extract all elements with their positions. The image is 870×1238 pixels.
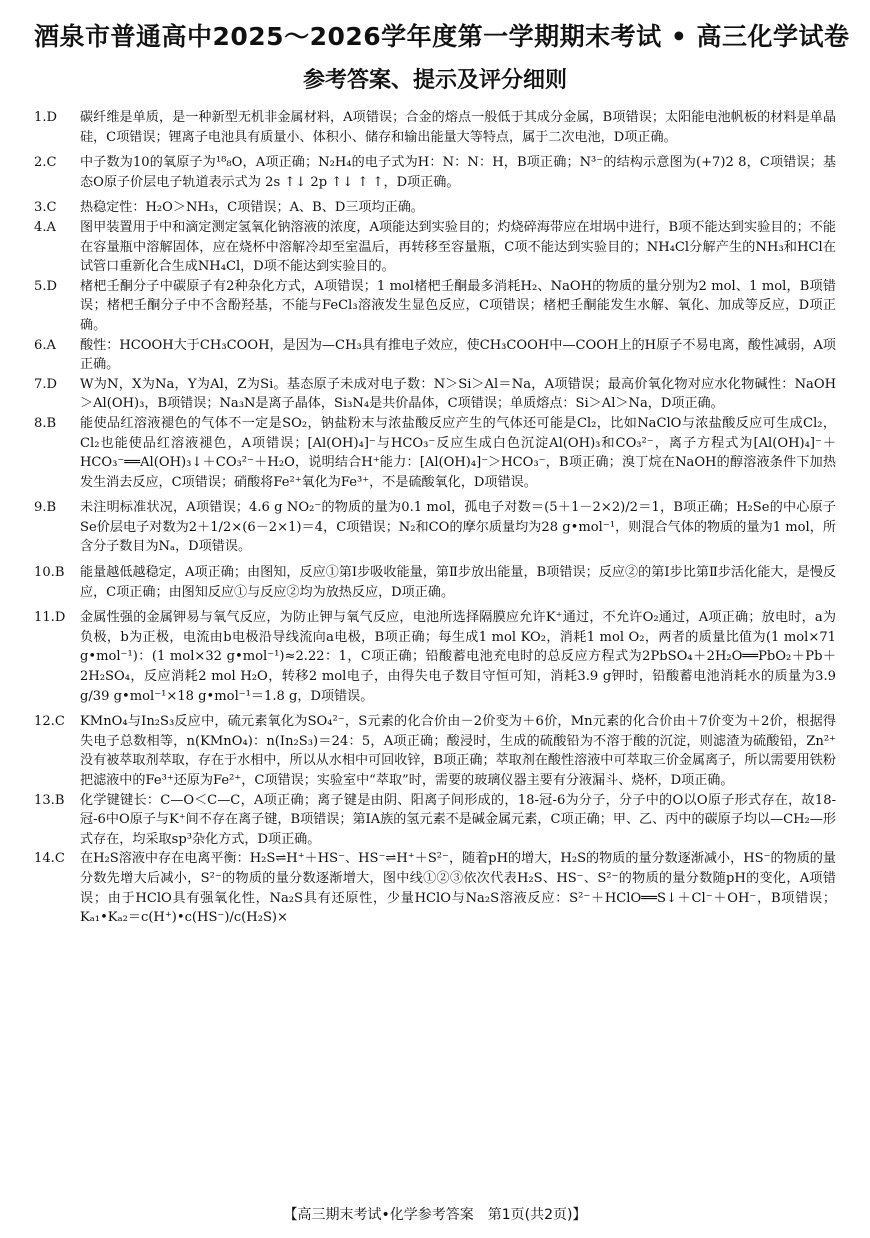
- answer-number: 5.D: [34, 278, 57, 294]
- answer-item-6: [34, 336, 836, 375]
- answer-number: 11.D: [34, 610, 66, 626]
- answer-item-7: [34, 375, 836, 414]
- answer-item-5: [34, 277, 836, 336]
- answer-text: 在H₂S溶液中存在电离平衡：H₂S⇌H⁺＋HS⁻、HS⁻⇌H⁺＋S²⁻，随着pH的增大，H₂S的物质的量分数逐渐减小，HS⁻的物质的量分数先增大后减小，S²⁻的物质的量分数逐渐增大，图中线①②③依次代表H₂S、HS⁻、S²⁻的物质的量分数随pH的变化，A项错误；由于HClO具有强氧化性，Na₂S具有还原性，少量HClO与Na₂S溶液反应：S²⁻＋HClO══S↓＋Cl⁻＋OH⁻，B项错误；Kₐ₁•Kₐ₂＝c(H⁺)•c(HS⁻)/c(H₂S)×: [80, 851, 836, 926]
- page-title: 酒泉市普通高中2025～2026学年度第一学期期末考试 • 高三化学试卷: [34, 22, 850, 51]
- answer-number: 10.B: [34, 565, 65, 581]
- answer-list: [34, 108, 836, 928]
- answer-text: 热稳定性：H₂O＞NH₃，C项错误；A、B、D三项均正确。: [80, 200, 424, 216]
- answer-item-9: [34, 492, 836, 563]
- answer-number: 13.B: [34, 792, 65, 808]
- answer-number: 6.A: [34, 337, 56, 353]
- answer-text: 未注明标准状况，A项错误；4.6 g NO₂⁻的物质的量为0.1 mol，孤电子对数＝(5＋1－2×2)/2＝1，B项正确；H₂Se的中心原子Se价层电子对数为2＋1/2×(6－2×1)＝4，C项错误；N₂和CO的摩尔质量均为28 g•mol⁻¹，则混合气体的物质的量为1 mol，所含分子数目为Nₐ，D项错误。: [80, 500, 836, 555]
- answer-item-10: [34, 563, 836, 602]
- answer-number: 8.B: [34, 415, 57, 431]
- answer-number: 9.B: [34, 500, 57, 516]
- answer-text: 能使品红溶液褪色的气体不一定是SO₂，钠盐粉末与浓盐酸反应产生的气体还可能是Cl₂，比如NaClO与浓盐酸反应可生成Cl₂，Cl₂也能使品红溶液褪色，A项错误；[Al(OH)₄]⁻与HCO₃⁻反应生成白色沉淀Al(OH)₃和CO₃²⁻，离子方程式为[Al(OH)₄]⁻＋HCO₃⁻══Al(OH)₃↓＋CO₃²⁻＋H₂O，说明结合H⁺能力：[Al(OH)₄]⁻＞HCO₃⁻，B项正确；溴丁烷在NaOH的醇溶液条件下加热发生消去反应，C项错误；硝酸将Fe²⁺氧化为Fe³⁺，不是硫酸氧化，D项错误。: [80, 415, 836, 490]
- answer-item-11: [34, 602, 836, 712]
- answer-text: 图甲装置用于中和滴定测定氢氧化钠溶液的浓度，A项能达到实验目的；灼烧碎海带应在坩埚中进行，B项不能达到实验目的；不能在容量瓶中溶解固体，应在烧杯中溶解冷却至室温后，再转移至容量瓶，C项不能达到实验目的；NH₄Cl分解产生的NH₃和HCl在试管口重新化合生成NH₄Cl，D项不能达到实验目的。: [80, 219, 836, 275]
- answer-number: 4.A: [34, 219, 56, 235]
- answer-item-12: [34, 712, 836, 790]
- answer-text: 化学键键长：C—O＜C—C，A项正确；离子键是由阴、阳离子间形成的，18-冠-6为分子，分子中的O以O原子形式存在，故18-冠-6中O原子与K⁺间不存在离子键，B项错误；第ⅠA族的氢元素不是碱金属元素，C项正确；甲、乙、丙中的碳原子均以—CH₂—形式存在，均采取sp³杂化方式，D项正确。: [80, 792, 836, 847]
- answer-item-14: [34, 849, 836, 927]
- answer-text: 碳纤维是单质，是一种新型无机非金属材料，A项错误；合金的熔点一般低于其成分金属，B项错误；太阳能电池帆板的材料是单晶硅，C项错误；锂离子电池具有质量小、体积小、储存和输出能量大等特点，属于二次电池，D项正确。: [80, 110, 836, 145]
- answer-item-3: [34, 198, 836, 218]
- answer-text: KMnO₄与In₂S₃反应中，硫元素氧化为SO₄²⁻，S元素的化合价由－2价变为＋6价，Mn元素的化合价由＋7价变为＋2价，根据得失电子总数相等，n(KMnO₄)：n(In₂S₃)＝24：5，A项正确；酸浸时，生成的硫酸铅为不溶于酸的沉淀，则滤渣为硫酸铅，Zn²⁺没有被萃取剂萃取，存在于水相中，所以从水相中可回收锌，B项正确；萃取剂在酸性溶液中可萃取三价金属离子，所以需要用铁粉把滤液中的Fe³⁺还原为Fe²⁺，C项错误；实验室中“萃取”时，需要的玻璃仪器主要有分液漏斗、烧杯，D项正确。: [80, 714, 836, 788]
- answer-text: 酸性：HCOOH大于CH₃COOH，是因为—CH₃具有推电子效应，使CH₃COOH中—COOH上的H原子不易电离，酸性减弱，A项正确。: [80, 337, 836, 373]
- answer-item-1: [34, 108, 836, 147]
- answer-text: 楮杷壬酮分子中碳原子有2种杂化方式，A项错误；1 mol楮杷壬酮最多消耗H₂、NaOH的物质的量分别为2 mol、1 mol，B项错误；楮杷壬酮分子中不含酚羟基，不能与FeCl₃溶液发生显色反应，C项错误；楮杷壬酮能发生水解、氧化、加成等反应，D项正确。: [80, 278, 836, 333]
- answer-number: 12.C: [34, 714, 65, 730]
- answer-text: 中子数为10的氧原子为¹⁸₈O，A项正确；N₂H₄的电子式为H：N：N：H，B项正确；N³⁻的结构示意图为(+7)2 8，C项错误；基态O原子价层电子轨道表示式为 2s ↑↓ 2p ↑↓ ↑ ↑，D项正确。: [80, 155, 836, 190]
- answer-text: W为N，X为Na，Y为Al，Z为Si。基态原子未成对电子数：N＞Si＞Al＝Na，A项错误；最高价氧化物对应水化物碱性：NaOH＞Al(OH)₃，B项错误；Na₃N是离子晶体，Si₃N₄是共价晶体，C项错误；单质熔点：Si＞Al＞Na，D项正确。: [80, 376, 836, 412]
- answer-item-4: [34, 218, 836, 277]
- page-footer: 【高三期末考试•化学参考答案 第1页(共2页)】: [283, 1207, 587, 1223]
- answer-number: 7.D: [34, 376, 57, 392]
- answer-item-8: [34, 414, 836, 492]
- answer-number: 14.C: [34, 851, 65, 867]
- answer-text: 金属性强的金属钾易与氧气反应，为防止钾与氧气反应，电池所选择隔膜应允许K⁺通过，不允许O₂通过，A项正确；放电时，a为负极，b为正极，电流由b电极沿导线流向a电极，B项正确；每生成1 mol KO₂，消耗1 mol O₂，两者的质量比值为(1 mol×71 g•mol⁻¹)：(1 mol×32 g•mol⁻¹)≈2.22：1，C项正确；铅酸蓄电池充电时的总反应方程式为2PbSO₄＋2H₂O══PbO₂＋Pb＋2H₂SO₄，反应消耗2 mol H₂O，转移2 mol电子，由得失电子数目守恒可知，消耗3.9 g钾时，铅酸蓄电池消耗水的质量为3.9 g/39 g•mol⁻¹×18 g•mol⁻¹＝1.8 g，D项错误。: [80, 610, 836, 704]
- answer-number: 1.D: [34, 110, 57, 125]
- answer-text: 能量越低越稳定，A项正确；由图知，反应①第Ⅰ步吸收能量，第Ⅱ步放出能量，B项错误；反应②的第Ⅰ步比第Ⅱ步活化能大，是慢反应，C项正确；由图知反应①与反应②均为放热反应，D项正确。: [80, 565, 836, 600]
- answer-number: 3.C: [34, 200, 57, 216]
- answer-item-13: [34, 791, 836, 850]
- answer-number: 2.C: [34, 155, 57, 171]
- page-subtitle: 参考答案、提示及评分细则: [302, 68, 567, 93]
- answer-item-2: [34, 147, 836, 198]
